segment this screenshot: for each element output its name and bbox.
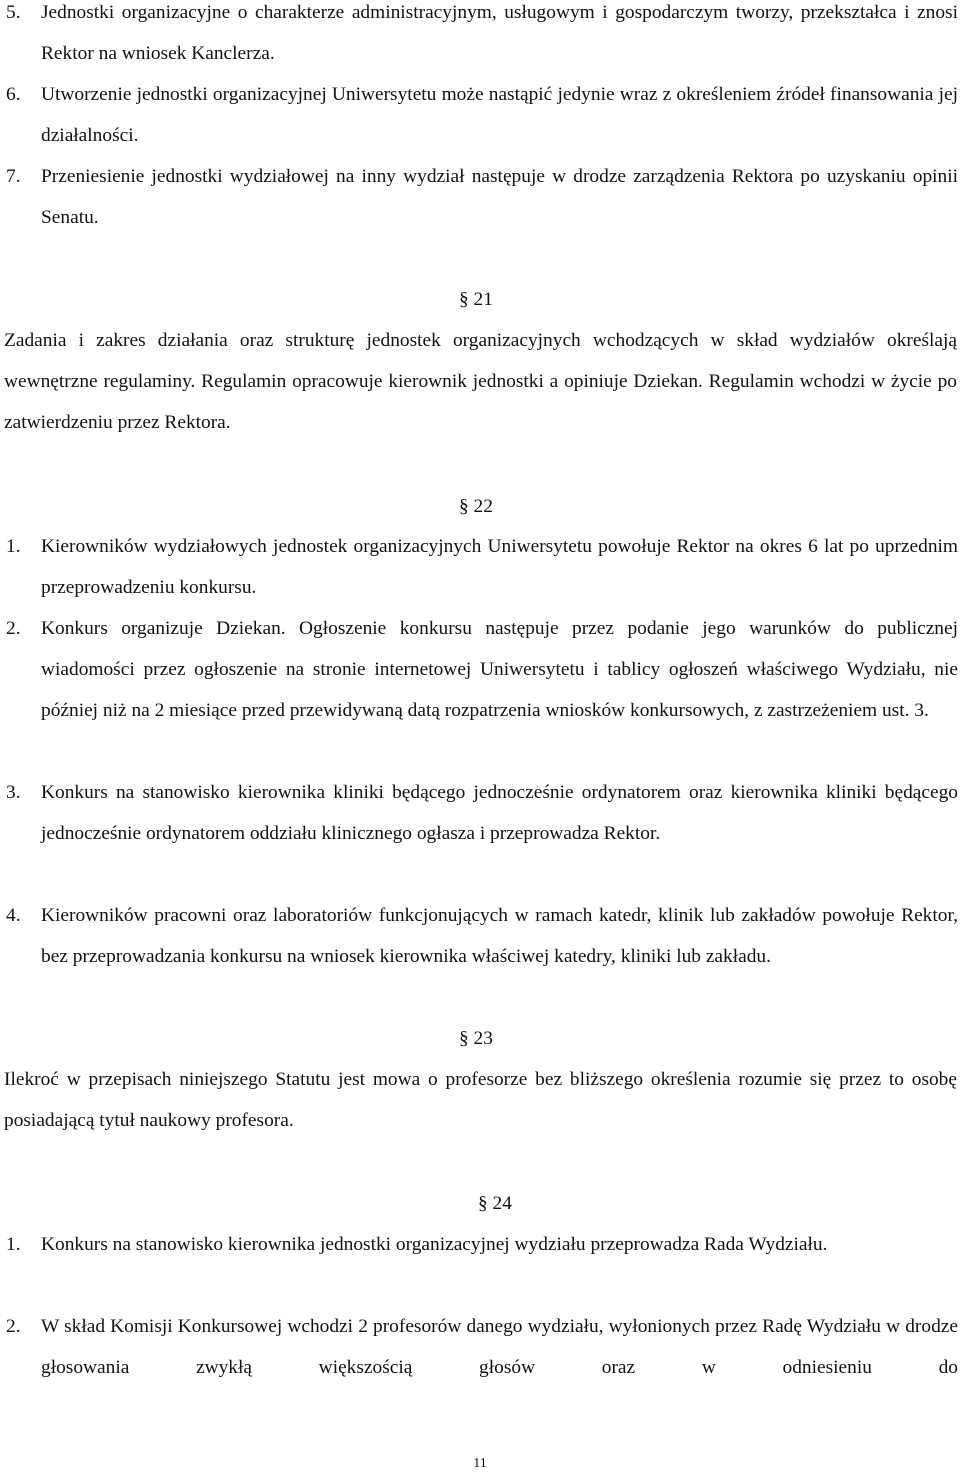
item-text: Utworzenie jednostki organizacyjnej Uniwersytetu może nastąpić jedynie wraz z określeniem źródeł finansowania jej działalności.: [41, 84, 958, 146]
list-item-5: [0, 0, 958, 74]
item-number: 3.: [6, 782, 21, 803]
list-item-6: [0, 74, 958, 156]
item-text: Konkurs na stanowisko kierownika kliniki będącego jednocześnie ordynatorem oraz kierownika kliniki będącego jednocześnie ordynatorem oddziału klinicznego ogłasza i przeprowadza Rektor.: [41, 782, 958, 844]
section-22-item-2: [0, 608, 958, 731]
item-text: W skład Komisji Konkursowej wchodzi 2 profesorów danego wydziału, wyłonionych przez Radę Wydziału w drodze głosowania zwykłą większością głosów oraz w odniesieniu do: [41, 1316, 958, 1378]
item-text: Konkurs organizuje Dziekan. Ogłoszenie konkursu następuje przez podanie jego warunków do publicznej wiadomości przez ogłoszenie na stronie internetowej Uniwersytetu i tablicy ogłoszeń właściwego Wydziału, nie później niż na 2 miesiące przed przewidywaną datą rozpatrzenia wniosków konkursowych, z zastrzeżeniem ust. 3.: [41, 618, 958, 721]
item-number: 1.: [6, 1234, 21, 1255]
item-text: Kierowników wydziałowych jednostek organizacyjnych Uniwersytetu powołuje Rektor na okres 6 lat po uprzednim przeprowadzeniu konkursu.: [41, 536, 958, 598]
section-heading-21: § 21: [459, 289, 493, 310]
section-heading-23: § 23: [459, 1028, 493, 1049]
item-text: Kierowników pracowni oraz laboratoriów funkcjonujących w ramach katedr, klinik lub zakładów powołuje Rektor, bez przeprowadzania konkursu na wniosek kierownika właściwej katedry, kliniki lub zakładu.: [41, 905, 958, 967]
item-number: 5.: [6, 2, 21, 23]
section-22-item-3: [0, 772, 958, 854]
item-number: 6.: [6, 84, 21, 105]
item-text: Jednostki organizacyjne o charakterze administracyjnym, usługowym i gospodarczym tworzy, przekształca i znosi Rektor na wniosek Kanclerza.: [41, 2, 958, 64]
item-number: 2.: [6, 618, 21, 639]
item-number: 7.: [6, 166, 21, 187]
item-number: 2.: [6, 1316, 21, 1337]
section-24-item-1: [0, 1224, 958, 1265]
section-heading-22: § 22: [459, 496, 493, 517]
section-24-item-2: [0, 1306, 958, 1388]
section-heading-24: § 24: [478, 1193, 512, 1214]
section-23-paragraph: Ilekroć w przepisach niniejszego Statutu jest mowa o profesorze bez bliższego określenia rozumie się przez to osobę posiadającą tytuł naukowy profesora.: [4, 1069, 957, 1131]
list-item-7: [0, 156, 958, 238]
page-number: 11: [473, 1456, 487, 1471]
section-21-paragraph: Zadania i zakres działania oraz strukturę jednostek organizacyjnych wchodzących w skład wydziałów określają wewnętrzne regulaminy. Regulamin opracowuje kierownik jednostki a opiniuje Dziekan. Regulamin wchodzi w życie po zatwierdzeniu przez Rektora.: [4, 330, 957, 433]
item-text: Konkurs na stanowisko kierownika jednostki organizacyjnej wydziału przeprowadza Rada Wydziału.: [41, 1234, 828, 1255]
item-number: 1.: [6, 536, 21, 557]
section-22-item-1: [0, 526, 958, 608]
section-22-item-4: [0, 895, 958, 977]
item-number: 4.: [6, 905, 21, 926]
item-text: Przeniesienie jednostki wydziałowej na inny wydział następuje w drodze zarządzenia Rektora po uzyskaniu opinii Senatu.: [41, 166, 958, 228]
